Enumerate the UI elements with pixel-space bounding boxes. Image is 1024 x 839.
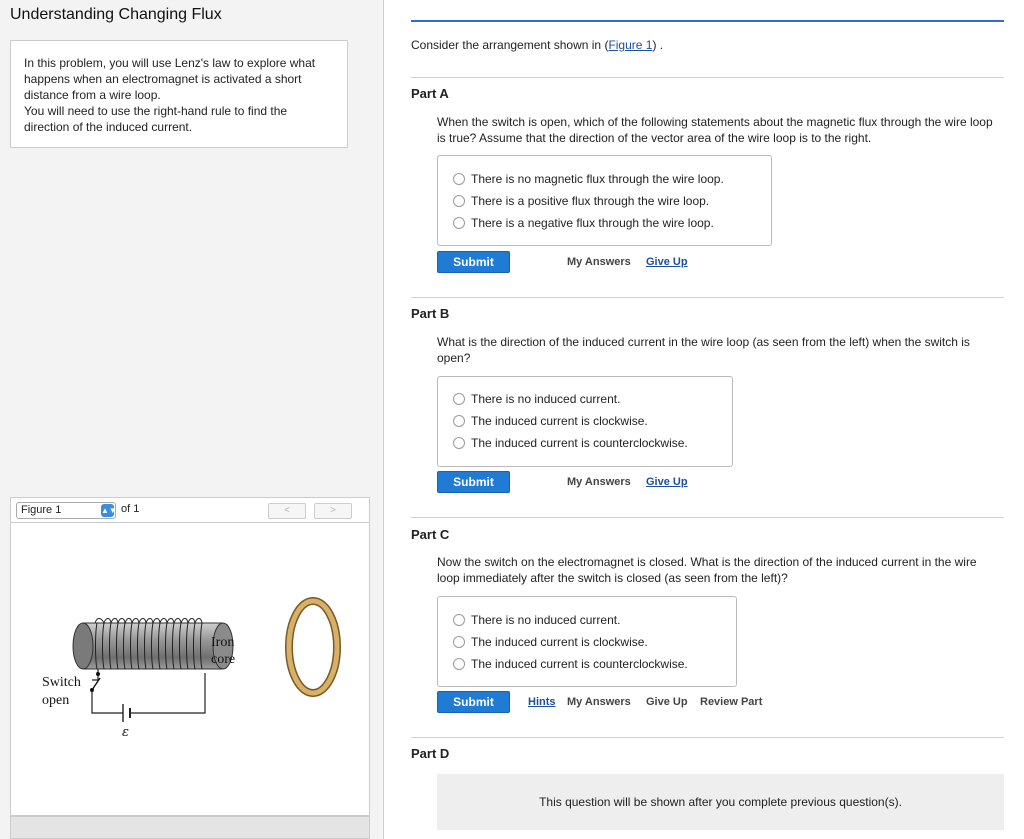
part-a-my-answers-link[interactable]: My Answers bbox=[567, 256, 631, 268]
consider-text bbox=[411, 38, 663, 52]
option-label: The induced current is counterclockwise. bbox=[471, 436, 688, 450]
option-label: There is no induced current. bbox=[471, 392, 621, 406]
option-label: The induced current is clockwise. bbox=[471, 635, 648, 649]
electromagnet-figure bbox=[11, 523, 369, 813]
figure-footer bbox=[10, 816, 370, 839]
part-b-option[interactable] bbox=[453, 433, 688, 453]
part-a-divider bbox=[411, 77, 1004, 78]
part-c-question: Now the switch on the electromagnet is closed. What is the direction of the induced current in the wire loop immediately after the switch is closed (as seen from the left)? bbox=[437, 555, 977, 585]
switch-label: Switch bbox=[42, 675, 81, 690]
radio-button[interactable] bbox=[453, 636, 465, 648]
part-c-give-up-link[interactable]: Give Up bbox=[646, 696, 688, 708]
part-a-choices bbox=[437, 155, 772, 246]
part-b-my-answers-link[interactable]: My Answers bbox=[567, 476, 631, 488]
part-c-my-answers-link[interactable]: My Answers bbox=[567, 696, 631, 708]
part-b-option[interactable] bbox=[453, 389, 620, 409]
part-c-choices bbox=[437, 596, 737, 687]
radio-button[interactable] bbox=[453, 614, 465, 626]
part-a-question: When the switch is open, which of the following statements about the magnetic flux through the wire loop is true? Assume that the direction of the vector area of the wire loop is to the right. bbox=[437, 115, 993, 145]
intro-box bbox=[10, 40, 348, 148]
page-title: Understanding Changing Flux bbox=[10, 6, 222, 23]
option-label: There is no magnetic flux through the wire loop. bbox=[471, 172, 724, 186]
part-d-divider bbox=[411, 737, 1004, 738]
iron-core bbox=[73, 623, 236, 669]
part-b-give-up-link[interactable]: Give Up bbox=[646, 476, 688, 488]
part-c-option[interactable] bbox=[453, 632, 648, 652]
radio-button[interactable] bbox=[453, 195, 465, 207]
radio-button[interactable] bbox=[453, 415, 465, 427]
part-a-give-up-link[interactable]: Give Up bbox=[646, 256, 688, 268]
part-c-submit-button[interactable]: Submit bbox=[437, 691, 510, 713]
part-d-title: Part D bbox=[411, 746, 450, 761]
part-b-title: Part B bbox=[411, 306, 450, 321]
next-figure-button[interactable]: > bbox=[314, 503, 352, 519]
consider-suffix: ) . bbox=[652, 38, 664, 52]
right-panel bbox=[384, 0, 1024, 839]
figure-panel bbox=[10, 523, 370, 816]
radio-button[interactable] bbox=[453, 658, 465, 670]
figure-select[interactable] bbox=[16, 502, 116, 519]
part-c-title: Part C bbox=[411, 527, 450, 542]
option-label: The induced current is clockwise. bbox=[471, 414, 648, 428]
part-b-option[interactable] bbox=[453, 411, 648, 431]
part-a-option[interactable] bbox=[453, 213, 714, 233]
option-label: There is a negative flux through the wire loop. bbox=[471, 216, 714, 230]
part-d-locked-notice: This question will be shown after you complete previous question(s). bbox=[437, 774, 1004, 830]
part-a-option[interactable] bbox=[453, 169, 724, 189]
option-label: There is a positive flux through the wire loop. bbox=[471, 194, 710, 208]
part-b-choices bbox=[437, 376, 733, 467]
intro-text-2: You will need to use the right-hand rule to find the direction of the induced current. bbox=[24, 104, 288, 134]
part-b-divider bbox=[411, 297, 1004, 298]
option-label: There is no induced current. bbox=[471, 613, 621, 627]
part-b-question: What is the direction of the induced current in the wire loop (as seen from the left) when the switch is open? bbox=[437, 335, 970, 365]
part-c-option[interactable] bbox=[453, 610, 620, 630]
part-c-hints-link[interactable]: Hints bbox=[528, 696, 556, 708]
part-b-submit-button[interactable]: Submit bbox=[437, 471, 510, 493]
figure-link[interactable]: Figure 1 bbox=[608, 38, 653, 52]
part-c-option[interactable] bbox=[453, 654, 688, 674]
part-c-review-part-link[interactable]: Review Part bbox=[700, 696, 763, 708]
part-c-divider bbox=[411, 517, 1004, 518]
prev-figure-button[interactable]: < bbox=[268, 503, 306, 519]
left-panel bbox=[0, 0, 384, 839]
open-label: open bbox=[42, 693, 70, 708]
part-a-title: Part A bbox=[411, 86, 449, 101]
top-divider bbox=[411, 20, 1004, 22]
radio-button[interactable] bbox=[453, 393, 465, 405]
part-a-submit-button[interactable]: Submit bbox=[437, 251, 510, 273]
radio-button[interactable] bbox=[453, 217, 465, 229]
iron-label: Iron bbox=[211, 635, 235, 650]
core-label: core bbox=[211, 652, 236, 667]
consider-prefix: Consider the arrangement shown in ( bbox=[411, 38, 609, 52]
select-chevron-icon: ▲▼ bbox=[101, 506, 117, 515]
battery bbox=[123, 704, 130, 722]
part-a-option[interactable] bbox=[453, 191, 709, 211]
figure-count: of 1 bbox=[121, 503, 140, 515]
radio-button[interactable] bbox=[453, 173, 465, 185]
switch bbox=[90, 672, 100, 692]
emf-label: ε bbox=[122, 725, 129, 740]
figure-toolbar bbox=[10, 497, 370, 523]
radio-button[interactable] bbox=[453, 437, 465, 449]
figure-select-value: Figure 1 bbox=[21, 504, 62, 516]
wire-loop-highlight bbox=[289, 601, 337, 693]
intro-text-1: In this problem, you will use Lenz's law to explore what happens when an electromagnet is activated a short distance from a wire loop. bbox=[24, 56, 316, 102]
option-label: The induced current is counterclockwise. bbox=[471, 657, 688, 671]
